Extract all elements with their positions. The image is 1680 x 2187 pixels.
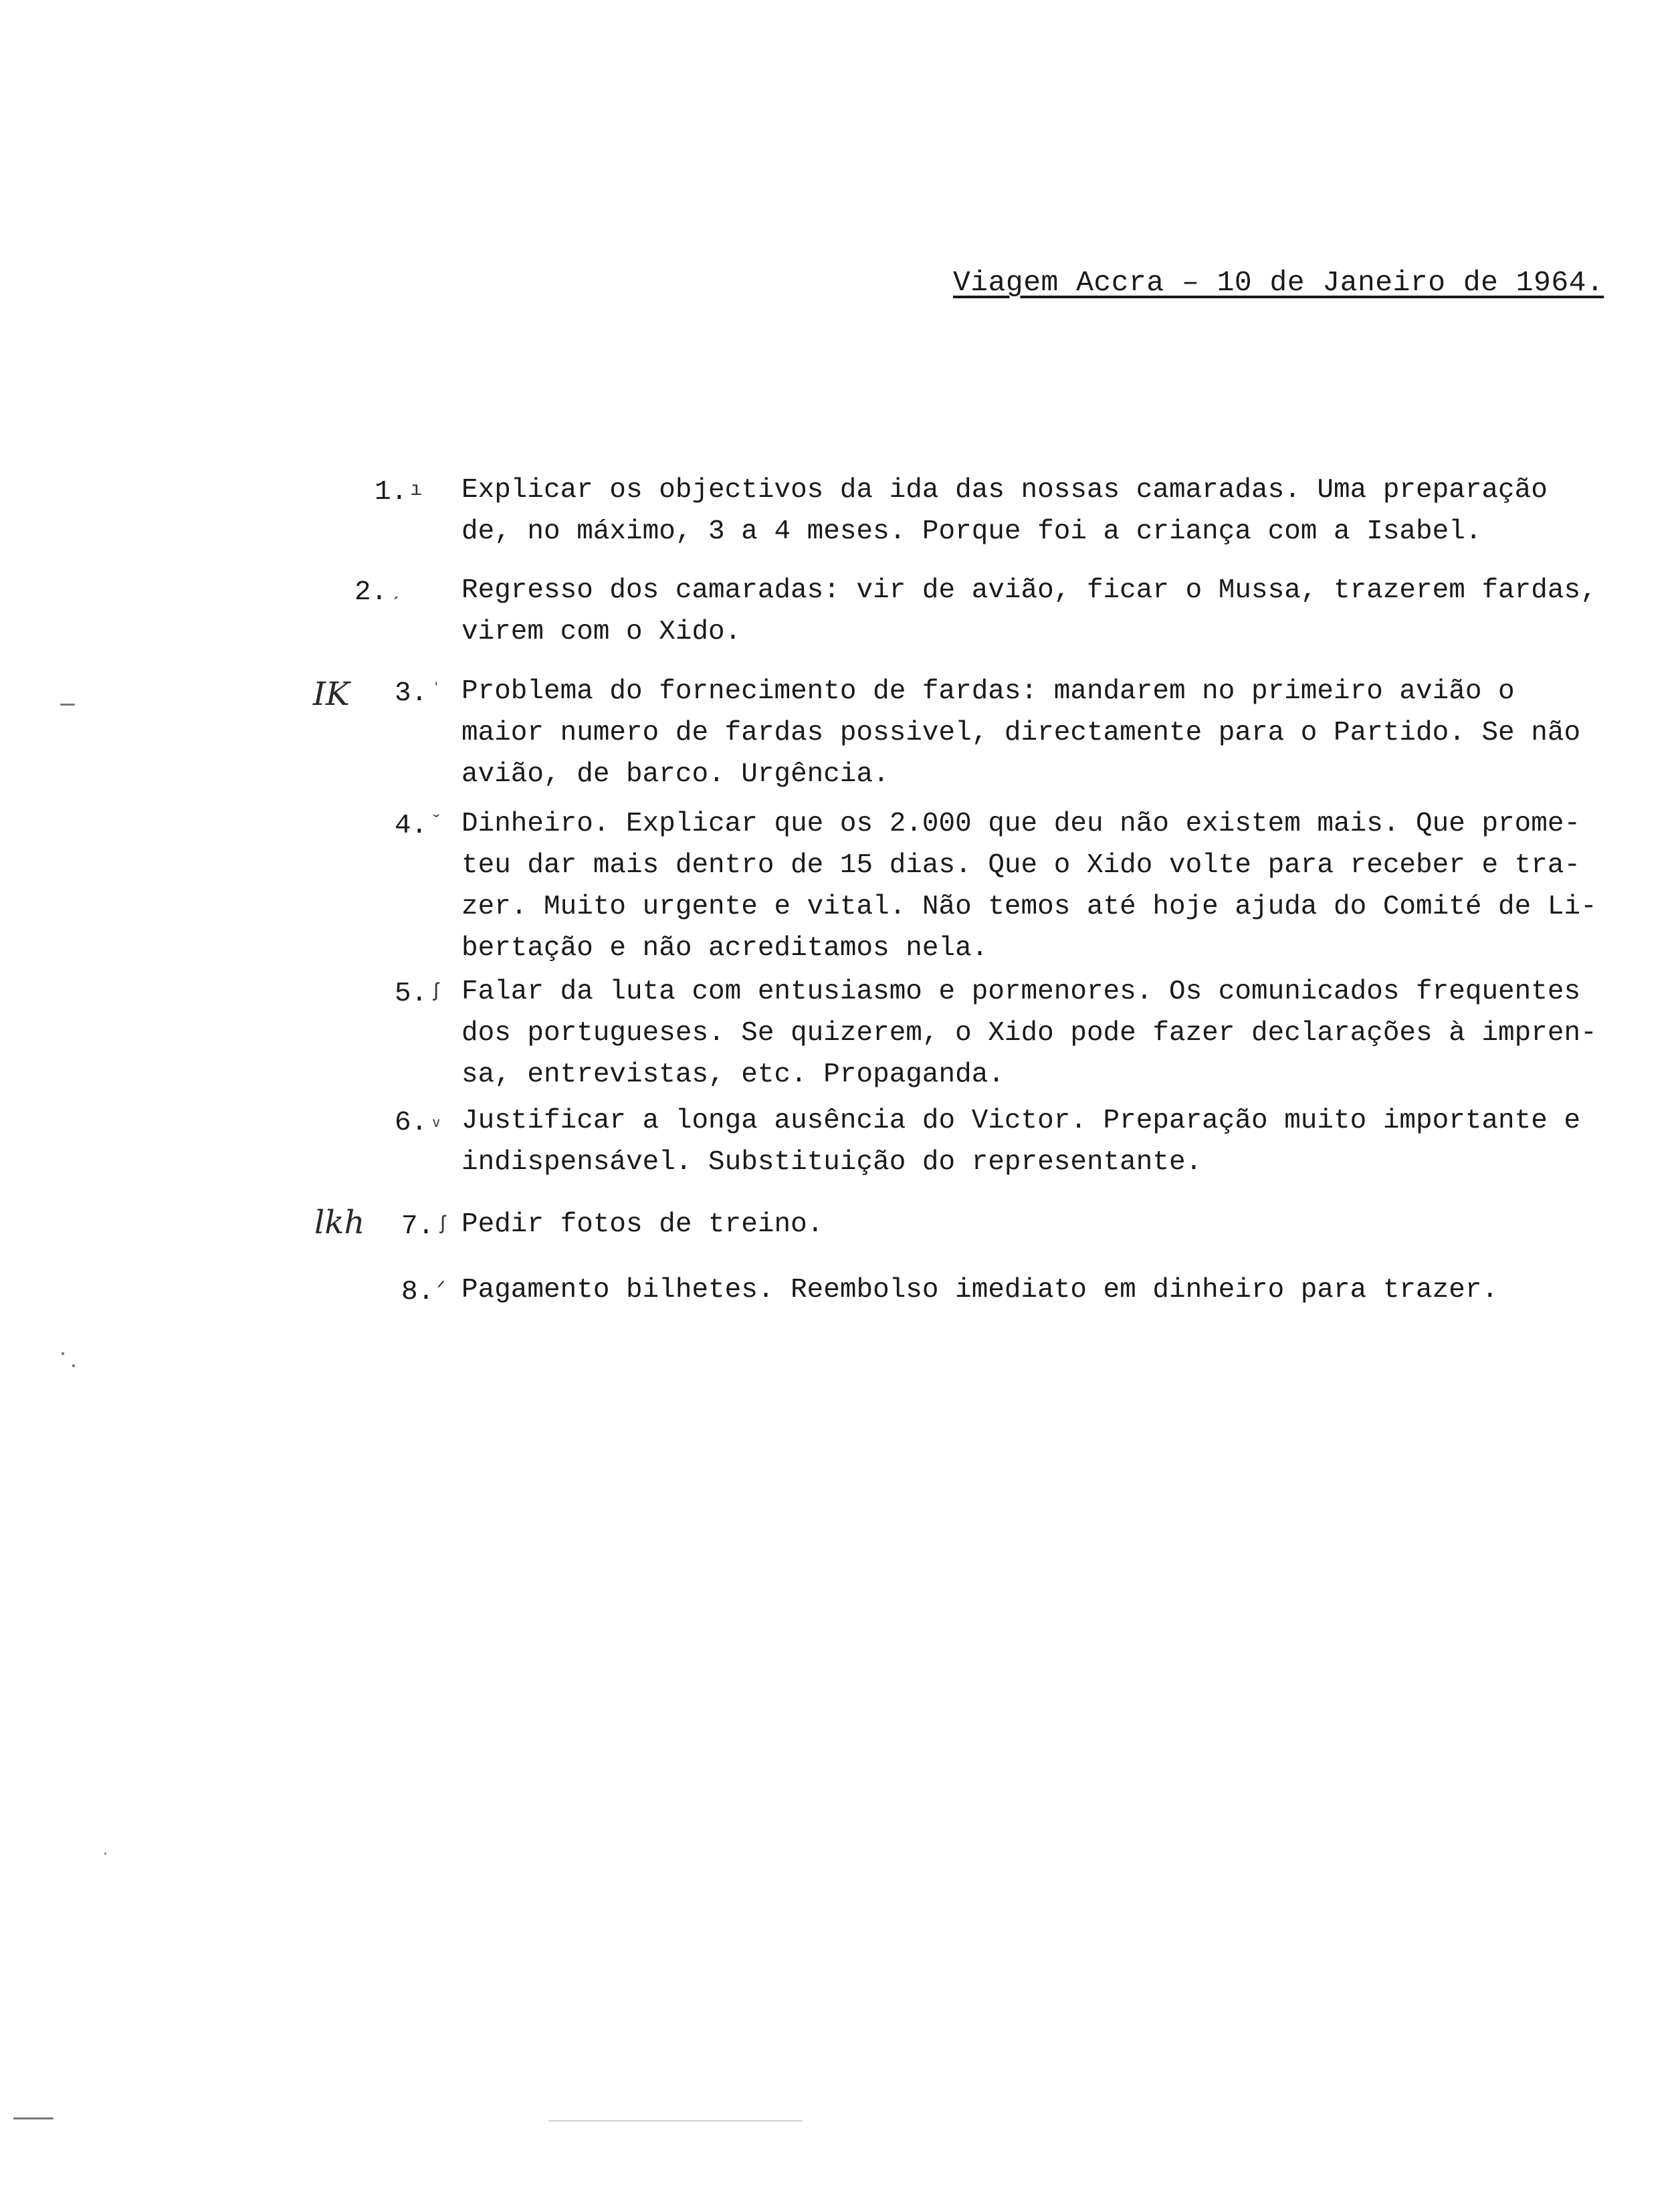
item-line: Pedir fotos de treino. [461,1209,824,1240]
check-mark-icon: ˇ [430,813,443,835]
list-item-1 [375,470,1618,552]
item-line: Pagamento bilhetes. Reembolso imediato em dinheiro para trazer. [461,1275,1499,1306]
item-line: Falar da luta com entusiasmo e pormenores. Os comunicados frequentes [461,976,1581,1007]
item-number: 3. ˈ [395,678,443,709]
item-line: Problema do fornecimento de fardas: mandarem no primeiro avião o [461,676,1515,707]
item-line: teu dar mais dentro de 15 dias. Que o Xido volte para receber e tra- [461,850,1581,881]
item-number: 7. ʃ [401,1211,449,1242]
item-line: de, no máximo, 3 a 4 meses. Porque foi a criança com a Isabel. [461,516,1482,547]
item-number: 5. ʃ [395,978,443,1009]
item-line: Regresso dos camaradas: vir de avião, ficar o Mussa, trazerem fardas, [461,575,1597,606]
check-mark-icon: ˏ [390,579,403,602]
item-line: virem com o Xido. [461,617,742,647]
check-mark-icon: ᵥ [430,1110,443,1132]
handwritten-margin-note: IK [313,675,350,713]
scan-artifact [13,2117,54,2119]
item-line: indispensável. Substituição do representante. [461,1147,1202,1178]
list-item-4 [375,803,1618,969]
check-mark-icon: ᐟ [437,1279,445,1301]
item-number: 4. ˇ [395,811,443,841]
item-line: Explicar os objectivos da ida das nossas camaradas. Uma preparação [461,475,1548,506]
scan-artifact [60,704,75,706]
item-number: 8. ᐟ [401,1277,445,1308]
check-mark-icon: ʃ [430,980,443,1003]
item-number: 6. ᵥ [395,1108,443,1138]
item-line: Dinheiro. Explicar que os 2.000 que deu não existem mais. Que prome- [461,809,1581,839]
list-item-2 [354,570,1618,653]
item-number: 2. ˏ [354,577,403,608]
list-item-5 [375,971,1618,1096]
item-line: sa, entrevistas, etc. Propaganda. [461,1059,1005,1090]
item-line: bertação e não acreditamos nela. [461,933,988,964]
handwritten-margin-note: lkh [314,1204,365,1241]
scan-artifact [62,1352,64,1355]
check-mark-icon: ʃ [437,1213,449,1236]
list-item-8 [375,1269,1618,1311]
scan-artifact [548,2120,803,2121]
scan-artifact [72,1364,75,1367]
scan-artifact [104,1853,106,1855]
check-mark-icon: ˈ [430,680,443,703]
list-item-7 [375,1204,1618,1245]
item-line: avião, de barco. Urgência. [461,759,889,790]
item-line: zer. Muito urgente e vital. Não temos até hoje ajuda do Comité de Li- [461,892,1597,922]
check-mark-icon: ı [410,479,423,502]
item-line: maior numero de fardas possivel, directamente para o Partido. Se não [461,718,1581,748]
item-line: dos portugueses. Se quizerem, o Xido pode fazer declarações à impren- [461,1018,1597,1049]
list-item-3 [375,671,1618,795]
document-title: Viagem Accra – 10 de Janeiro de 1964. [953,266,1604,299]
item-number: 1. ı [375,477,423,508]
item-line: Justificar a longa ausência do Victor. Preparação muito importante e [461,1106,1581,1136]
list-item-6 [375,1100,1618,1183]
